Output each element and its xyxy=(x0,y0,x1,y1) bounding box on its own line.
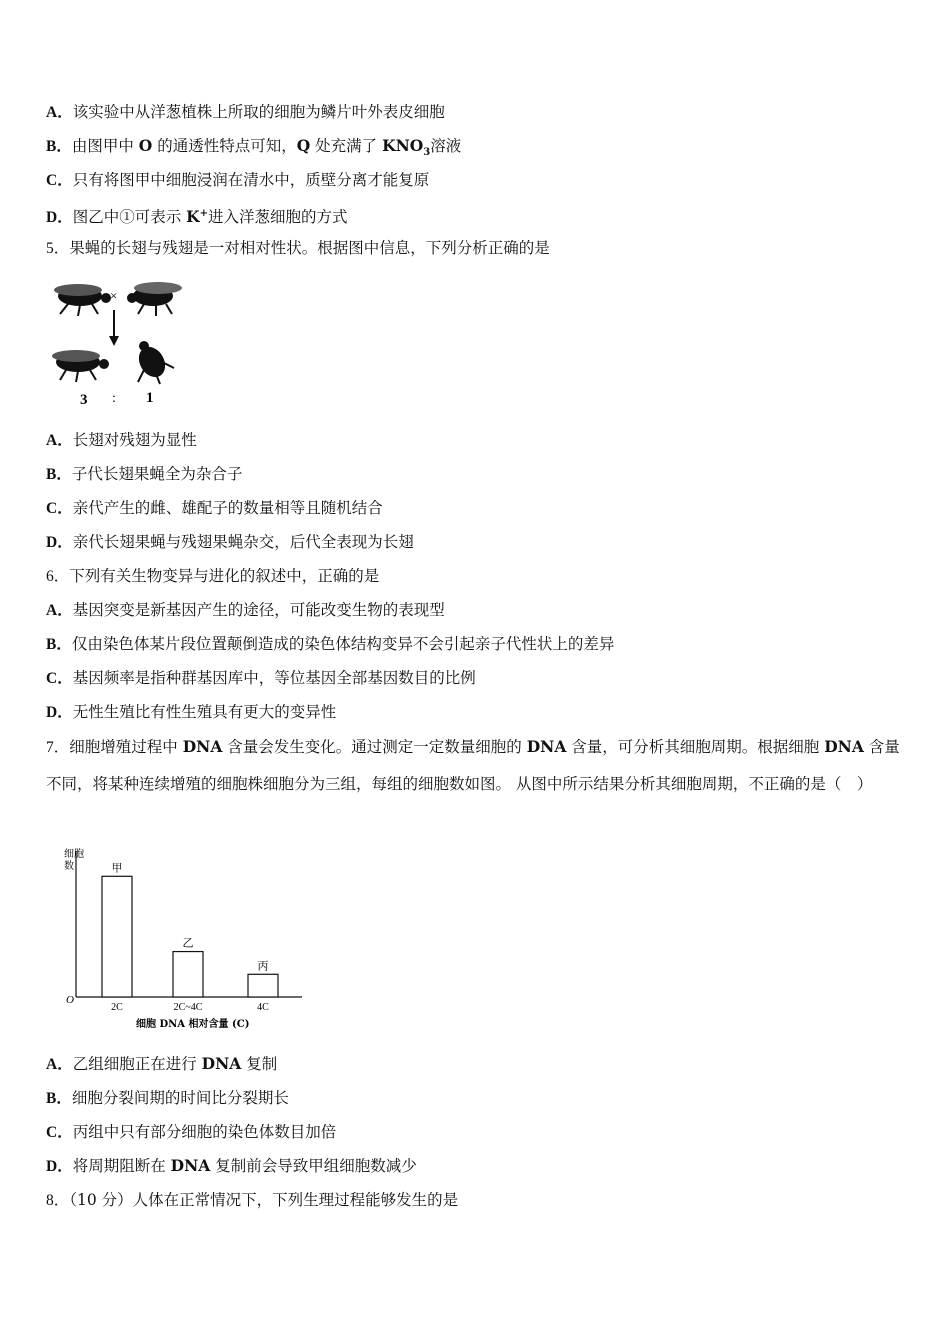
fruit-fly-cross-figure xyxy=(48,274,188,409)
offspring-long-wing-fly-icon xyxy=(52,350,109,382)
q6-option-b: B．仅由染色体某片段位置颠倒造成的染色体结构变异不会引起亲子代性状上的差异 xyxy=(46,635,615,653)
cross-symbol: × xyxy=(110,288,118,303)
bar-label-乙: 乙 xyxy=(182,936,194,950)
q7-option-d: D．将周期阻断在 DNA 复制前会导致甲组细胞数减少 xyxy=(46,1156,417,1175)
origin-label: O xyxy=(66,994,74,1006)
q4-option-b: B．由图甲中 O 的通透性特点可知，Q 处充满了 $KNO_3$溶液 xyxy=(46,136,462,159)
x-axis-label: 细胞 DNA 相对含量 (C) xyxy=(136,1019,250,1030)
bar-label-甲: 甲 xyxy=(111,861,123,875)
q7-stem: 7．细胞增殖过程中 DNA 含量会发生变化。通过测定一定数量细胞的 DNA 含量，可分析其细胞周期。根据细胞 DNA 含量不同，将某种连续增殖的细胞株细胞分为三组，每组的细胞数如图。 从图中所示结果分析其细胞周期，不正确的是（ ） xyxy=(46,737,900,793)
offspring-vestigial-wing-fly-icon xyxy=(134,341,174,384)
q5-option-a: A．长翅对残翅为显性 xyxy=(46,431,197,449)
q4-option-a: A．该实验中从洋葱植株上所取的细胞为鳞片叶外表皮细胞 xyxy=(46,103,445,121)
x-tick-label: 2C~4C xyxy=(173,1002,203,1013)
bar-label-丙: 丙 xyxy=(257,959,269,973)
bar-2C xyxy=(102,876,132,997)
parent-fly-icon xyxy=(127,282,182,316)
down-arrow-icon xyxy=(109,310,119,346)
q7-option-c: C．丙组中只有部分细胞的染色体数目加倍 xyxy=(46,1123,337,1141)
q5-option-d: D．亲代长翅果蝇与残翅果蝇杂交，后代全表现为长翅 xyxy=(46,533,414,551)
parent-long-wing-fly-icon xyxy=(54,284,111,316)
q4-option-d: D．图乙中①可表示 K+进入洋葱细胞的方式 xyxy=(46,207,348,227)
q6-option-d: D．无性生殖比有性生殖具有更大的变异性 xyxy=(46,703,337,721)
q6-stem: 6．下列有关生物变异与进化的叙述中，正确的是 xyxy=(46,567,380,585)
ratio-left: 3 xyxy=(80,392,88,408)
y-axis-label-1: 细胞 xyxy=(64,849,84,860)
q5-option-b: B．子代长翅果蝇全为杂合子 xyxy=(46,465,243,483)
ratio-colon: : xyxy=(112,391,116,406)
q4-option-c: C．只有将图甲中细胞浸润在清水中，质壁分离才能复原 xyxy=(46,171,430,189)
bars-group xyxy=(102,861,278,1013)
q7-option-a: A．乙组细胞正在进行 DNA 复制 xyxy=(46,1054,278,1073)
q6-option-c: C．基因频率是指种群基因库中，等位基因全部基因数目的比例 xyxy=(46,669,476,687)
q8-stem: 8．（10 分）人体在正常情况下，下列生理过程能够发生的是 xyxy=(46,1191,459,1209)
bar-4C xyxy=(248,974,278,997)
q5-option-c: C．亲代产生的雌、雄配子的数量相等且随机结合 xyxy=(46,499,383,517)
ratio-right: 1 xyxy=(146,390,154,406)
dna-content-bar-chart xyxy=(56,845,316,1035)
q5-stem: 5．果蝇的长翅与残翅是一对相对性状。根据图中信息，下列分析正确的是 xyxy=(46,239,550,257)
q6-option-a: A．基因突变是新基因产生的途径，可能改变生物的表现型 xyxy=(46,601,445,619)
x-tick-label: 4C xyxy=(257,1002,269,1013)
x-tick-label: 2C xyxy=(111,1002,123,1013)
y-axis-label-2: 数 xyxy=(64,861,74,872)
q7-option-b: B．细胞分裂间期的时间比分裂期长 xyxy=(46,1089,289,1107)
bar-2C~4C xyxy=(173,952,203,997)
